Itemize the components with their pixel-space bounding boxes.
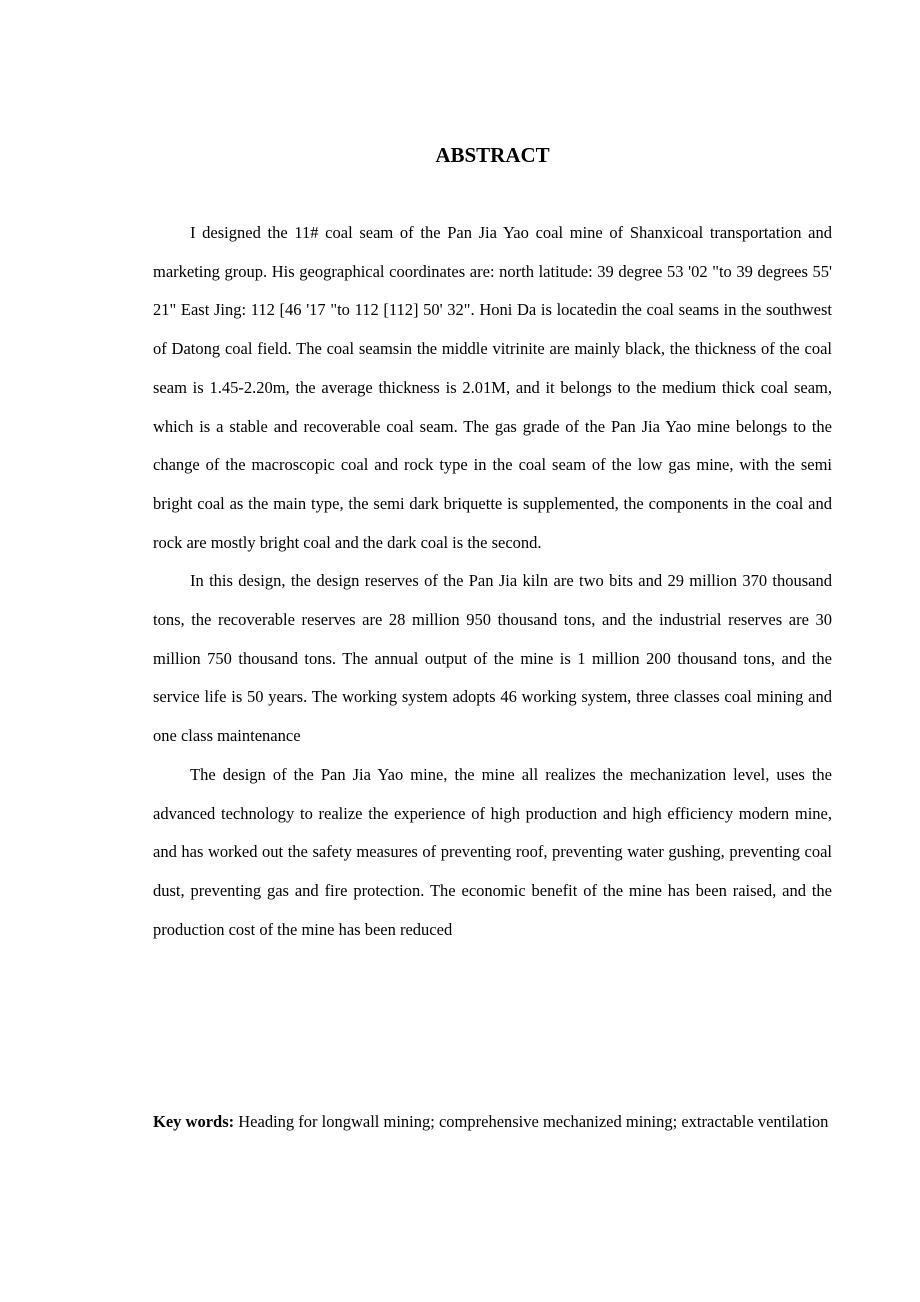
abstract-body (153, 214, 832, 949)
abstract-paragraph-3: The design of the Pan Jia Yao mine, the mine all realizes the mechanization level, uses the advanced technology to realize the experience of high production and high efficiency modern mine, and has worked out the safety measures of preventing roof, preventing water gushing, preventing coal dust, preventing gas and fire protection. The economic benefit of the mine has been raised, and the production cost of the mine has been reduced (153, 764, 832, 939)
abstract-paragraph-2: In this design, the design reserves of the Pan Jia kiln are two bits and 29 million 370 thousand tons, the recoverable reserves are 28 million 950 thousand tons, and the industrial reserves are 30 million 750 thousand tons. The annual output of the mine is 1 million 200 thousand tons, and the service life is 50 years. The working system adopts 46 working system, three classes coal mining and one class maintenance (153, 571, 832, 746)
keywords-line (153, 1103, 832, 1142)
keywords-label: Key words: (153, 1112, 235, 1131)
abstract-paragraph-1: I designed the 11# coal seam of the Pan Jia Yao coal mine of Shanxicoal transportation and marketing group. His geographical coordinates are: north latitude: 39 degree 53 '02 "to 39 degrees 55' 21" East Jing: 112 [46 '17 "to 112 [112] 50' 32". Honi Da is locatedin the coal seams in the southwest of Datong coal field. The coal seamsin the middle vitrinite are mainly black, the thickness of the coal seam is 1.45-2.20m, the average thickness is 2.01M, and it belongs to the medium thick coal seam, which is a stable and recoverable coal seam. The gas grade of the Pan Jia Yao mine belongs to the change of the macroscopic coal and rock type in the coal seam of the low gas mine, with the semi bright coal as the main type, the semi dark briquette is supplemented, the components in the coal and rock are mostly bright coal and the dark coal is the second. (153, 223, 832, 552)
keywords-text: Heading for longwall mining; comprehensive mechanized mining; extractable ventilation (234, 1112, 829, 1131)
abstract-title: ABSTRACT (435, 143, 550, 167)
